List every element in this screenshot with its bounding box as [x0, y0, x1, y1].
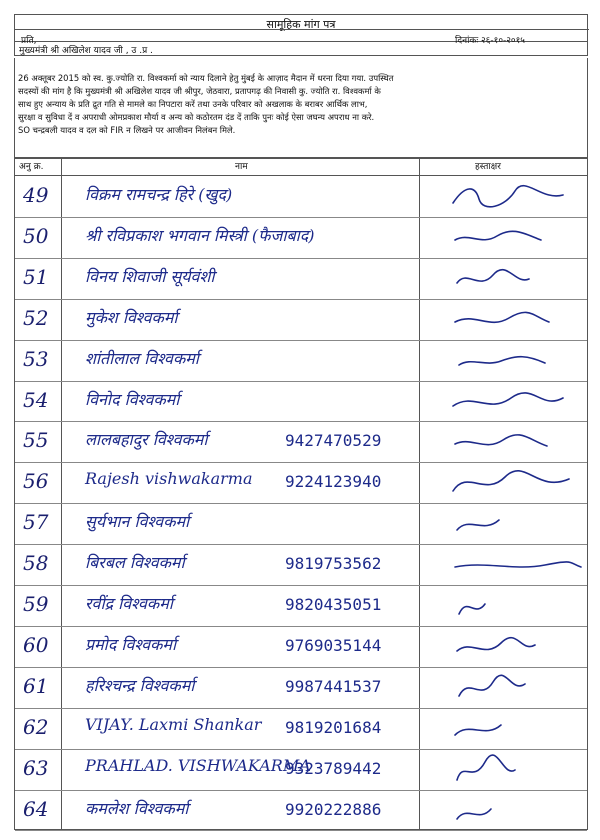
serial-number: 50 — [23, 223, 49, 248]
handwritten-signature — [445, 672, 585, 702]
table-row — [15, 259, 587, 297]
serial-number: 64 — [23, 796, 49, 821]
table-row — [15, 300, 587, 338]
serial-number: 60 — [23, 632, 49, 657]
handwritten-signature — [445, 508, 585, 538]
prati-label: प्रति, — [21, 36, 37, 46]
table-row — [15, 218, 587, 256]
serial-number: 58 — [23, 551, 49, 576]
member-name: लालबहादुर विश्वकर्मा — [85, 430, 208, 450]
handwritten-signature — [445, 754, 585, 784]
handwritten-signature — [445, 263, 585, 293]
table-row — [15, 382, 587, 420]
body-line: 26 अक्तूबर 2015 को स्व. कु.ज्योति रा. विश्वकर्मा को न्याय दिलाने हेतु मुंबई के आज़ाद मैदान में धरना दिया गया. उपस्थित — [18, 73, 394, 83]
member-name: रवींद्र विश्वकर्मा — [85, 594, 173, 613]
body-line: सदस्यों की मांग है कि मुख्यमंत्री श्री अखिलेश यादव जी श्रीपुर, जेठवारा, प्रतापगढ़ की निवासी कु. ज्योति रा. विश्वकर्मा के — [18, 86, 381, 96]
col-header-signature: हस्ताक्षर — [475, 162, 501, 172]
serial-number: 59 — [23, 592, 49, 616]
handwritten-signature — [445, 345, 585, 375]
date-label: दिनांकः २६-१०-२०१५ — [455, 36, 525, 46]
member-name: शांतीलाल विश्वकर्मा — [85, 348, 199, 368]
table-row — [15, 341, 587, 379]
member-name: VIJAY. Laxmi Shankar — [85, 714, 262, 734]
member-name: विनय शिवाजी सूर्यवंशी — [85, 266, 215, 286]
table-row — [15, 709, 587, 747]
handwritten-signature — [445, 426, 585, 456]
member-name: विनोद विश्वकर्मा — [85, 389, 180, 409]
member-name: प्रमोद विश्वकर्मा — [85, 634, 177, 654]
body-line: साथ हुए अन्याय के प्रति द्रुत गति से मामले का निपटारा करें तथा उनके परिवार को अखलाक के बराबर आर्थिक लाभ, — [18, 99, 368, 109]
page-title: सामूहिक मांग पत्र — [266, 18, 336, 31]
phone-number: 9820435051 — [285, 595, 382, 614]
member-name: PRAHLAD. VISHWAKARMA — [85, 755, 311, 775]
member-name: हरिश्चन्द्र विश्वकर्मा — [85, 675, 195, 695]
handwritten-signature — [445, 795, 585, 825]
col-header-sr: अनु क्र. — [19, 162, 44, 172]
col-header-name: नाम — [235, 162, 248, 172]
table-row — [15, 463, 587, 501]
table-row — [15, 750, 587, 788]
member-name: श्री रविप्रकाश भगवान मिस्त्री (फैजाबाद) — [85, 225, 315, 245]
body-line: सुरक्षा व सुविधा दें व अपराधी ओमप्रकाश मौर्या व अन्य को कठोरतम दंड दें ताकि पुनः कोई ऐसा जघन्य अपराध ना करे. — [18, 112, 375, 122]
petition-body — [14, 58, 588, 158]
serial-number: 63 — [23, 755, 49, 780]
table-row — [15, 791, 587, 829]
serial-number: 51 — [23, 264, 49, 289]
phone-number: 9427470529 — [285, 431, 382, 451]
table-row — [15, 545, 587, 583]
phone-number: 9819753562 — [285, 554, 382, 574]
serial-number: 55 — [23, 428, 49, 453]
row-rule — [15, 830, 587, 831]
member-name: सुर्यभान विश्वकर्मा — [85, 512, 190, 532]
member-name: मुकेश विश्वकर्मा — [85, 307, 178, 327]
serial-number: 52 — [23, 305, 49, 330]
serial-number: 61 — [23, 673, 49, 698]
phone-number: 9769035144 — [285, 635, 382, 655]
serial-number: 57 — [23, 510, 49, 535]
handwritten-signature — [445, 467, 585, 497]
table-row — [15, 668, 587, 706]
handwritten-signature — [445, 631, 585, 661]
member-name: बिरबल विश्वकर्मा — [85, 553, 185, 573]
table-row — [15, 627, 587, 665]
table-row — [15, 422, 587, 460]
handwritten-signature — [445, 590, 585, 620]
member-name: विक्रम रामचन्द्र हिरे (खुद) — [85, 185, 233, 204]
table-row — [15, 586, 587, 624]
handwritten-signature — [445, 222, 585, 252]
phone-number: 9819201684 — [285, 717, 382, 737]
petition-sheet — [14, 14, 588, 832]
header-box — [14, 14, 588, 46]
member-name: कमलेश विश्वकर्मा — [85, 798, 189, 818]
serial-number: 49 — [23, 183, 49, 207]
phone-number: 9987441537 — [285, 676, 382, 696]
addressee-line: मुख्यमंत्री श्री अखिलेश यादव जी , उ .प्र . — [14, 42, 588, 56]
phone-number: 9323789442 — [285, 758, 382, 778]
handwritten-signature — [445, 549, 585, 579]
member-name: Rajesh vishwakarma — [85, 469, 253, 489]
serial-number: 54 — [23, 387, 49, 412]
signature-table — [14, 158, 588, 830]
table-row — [15, 504, 587, 542]
handwritten-signature — [445, 181, 585, 211]
body-line: SO चन्द्रबली यादव व दल को FIR न लिखने पर आजीवन निलंबन मिले. — [18, 125, 236, 135]
table-row — [15, 177, 587, 215]
header-rule — [15, 175, 587, 176]
serial-number: 56 — [23, 469, 49, 494]
phone-number: 9920222886 — [285, 799, 382, 819]
serial-number: 53 — [23, 346, 49, 371]
handwritten-signature — [445, 304, 585, 334]
serial-number: 62 — [23, 714, 49, 739]
handwritten-signature — [445, 386, 585, 416]
phone-number: 9224123940 — [285, 472, 382, 492]
handwritten-signature — [445, 713, 585, 743]
